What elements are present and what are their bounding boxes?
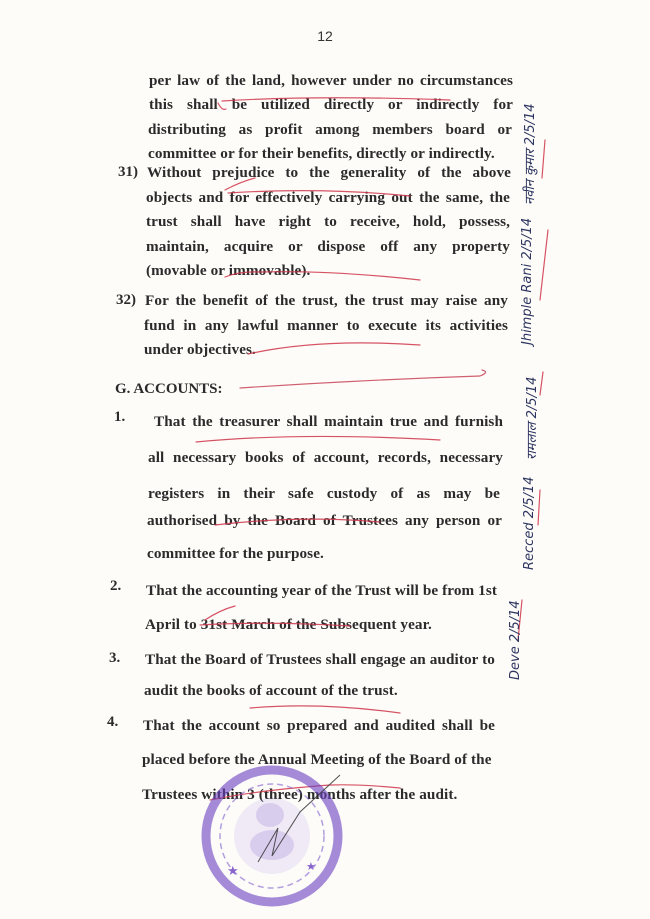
- item-number: 1.: [114, 409, 126, 425]
- margin-signature: नवीन कुमार 2/5/14: [523, 103, 538, 205]
- text-line: maintain, acquire or dispose off any property: [146, 238, 510, 255]
- margin-signature: Deve 2/5/14: [508, 600, 523, 680]
- red-margin-tick: [540, 372, 543, 395]
- text-line: audit the books of account of the trust.: [144, 682, 398, 699]
- text-line: under objectives.: [144, 341, 256, 358]
- stamp-star-icon: ★: [227, 864, 239, 879]
- text-line: That the account so prepared and audited shall be: [143, 717, 495, 734]
- text-line: registers in their safe custody of as may be: [148, 485, 500, 502]
- text-line: Trustees within 3 (three) months after the audit.: [142, 786, 458, 803]
- text-line: committee or for their benefits, directly or indirectly.: [148, 145, 495, 162]
- text-line: (movable or immovable).: [146, 262, 311, 279]
- red-margin-tick: [538, 490, 540, 525]
- red-underline-mark: [250, 706, 400, 713]
- item-number: 4.: [107, 714, 119, 730]
- red-margin-tick: [540, 230, 548, 300]
- item-number: 3.: [109, 650, 121, 666]
- text-line: That the Board of Trustees shall engage an auditor to: [145, 651, 495, 668]
- text-line: all necessary books of account, records, necessary: [148, 449, 503, 466]
- page-number: 12: [317, 28, 333, 44]
- stamp-star-icon: ★: [306, 860, 316, 873]
- red-underline-mark: [196, 436, 440, 442]
- red-underline-mark: [248, 343, 420, 354]
- text-line: fund in any lawful manner to execute its activities: [144, 317, 508, 334]
- text-line: For the benefit of the trust, the trust may raise any: [145, 292, 508, 309]
- red-line-mark: [240, 370, 486, 388]
- red-margin-tick: [542, 140, 545, 178]
- clause-number: 31): [118, 164, 138, 180]
- margin-signature: Recced 2/5/14: [522, 476, 537, 570]
- text-line: this shall be utilized directly or indirectly for: [149, 96, 513, 113]
- text-line: trust shall have right to receive, hold, possess,: [146, 213, 510, 230]
- margin-signature: Jhimple Rani 2/5/14: [520, 217, 535, 345]
- item-number: 2.: [110, 578, 122, 594]
- text-line: April to 31st March of the Subsequent year.: [145, 616, 432, 633]
- text-line: objects and for effectively carrying out the same, the: [146, 189, 510, 206]
- text-line: Without prejudice to the generality of the above: [147, 164, 511, 181]
- text-line: That the accounting year of the Trust will be from 1st: [146, 582, 498, 599]
- clause-number: 32): [116, 292, 136, 308]
- text-line: per law of the land, however under no circumstances: [149, 72, 513, 89]
- text-line: That the treasurer shall maintain true and furnish: [154, 413, 503, 430]
- text-line: authorised by the Board of Trustees any person or: [147, 512, 502, 529]
- margin-signature: रामलाल 2/5/14: [525, 376, 540, 460]
- text-line: distributing as profit among members board or: [148, 121, 512, 138]
- section-heading: G. ACCOUNTS:: [115, 381, 223, 397]
- text-line: committee for the purpose.: [147, 545, 324, 562]
- text-line: placed before the Annual Meeting of the Board of the: [142, 751, 492, 768]
